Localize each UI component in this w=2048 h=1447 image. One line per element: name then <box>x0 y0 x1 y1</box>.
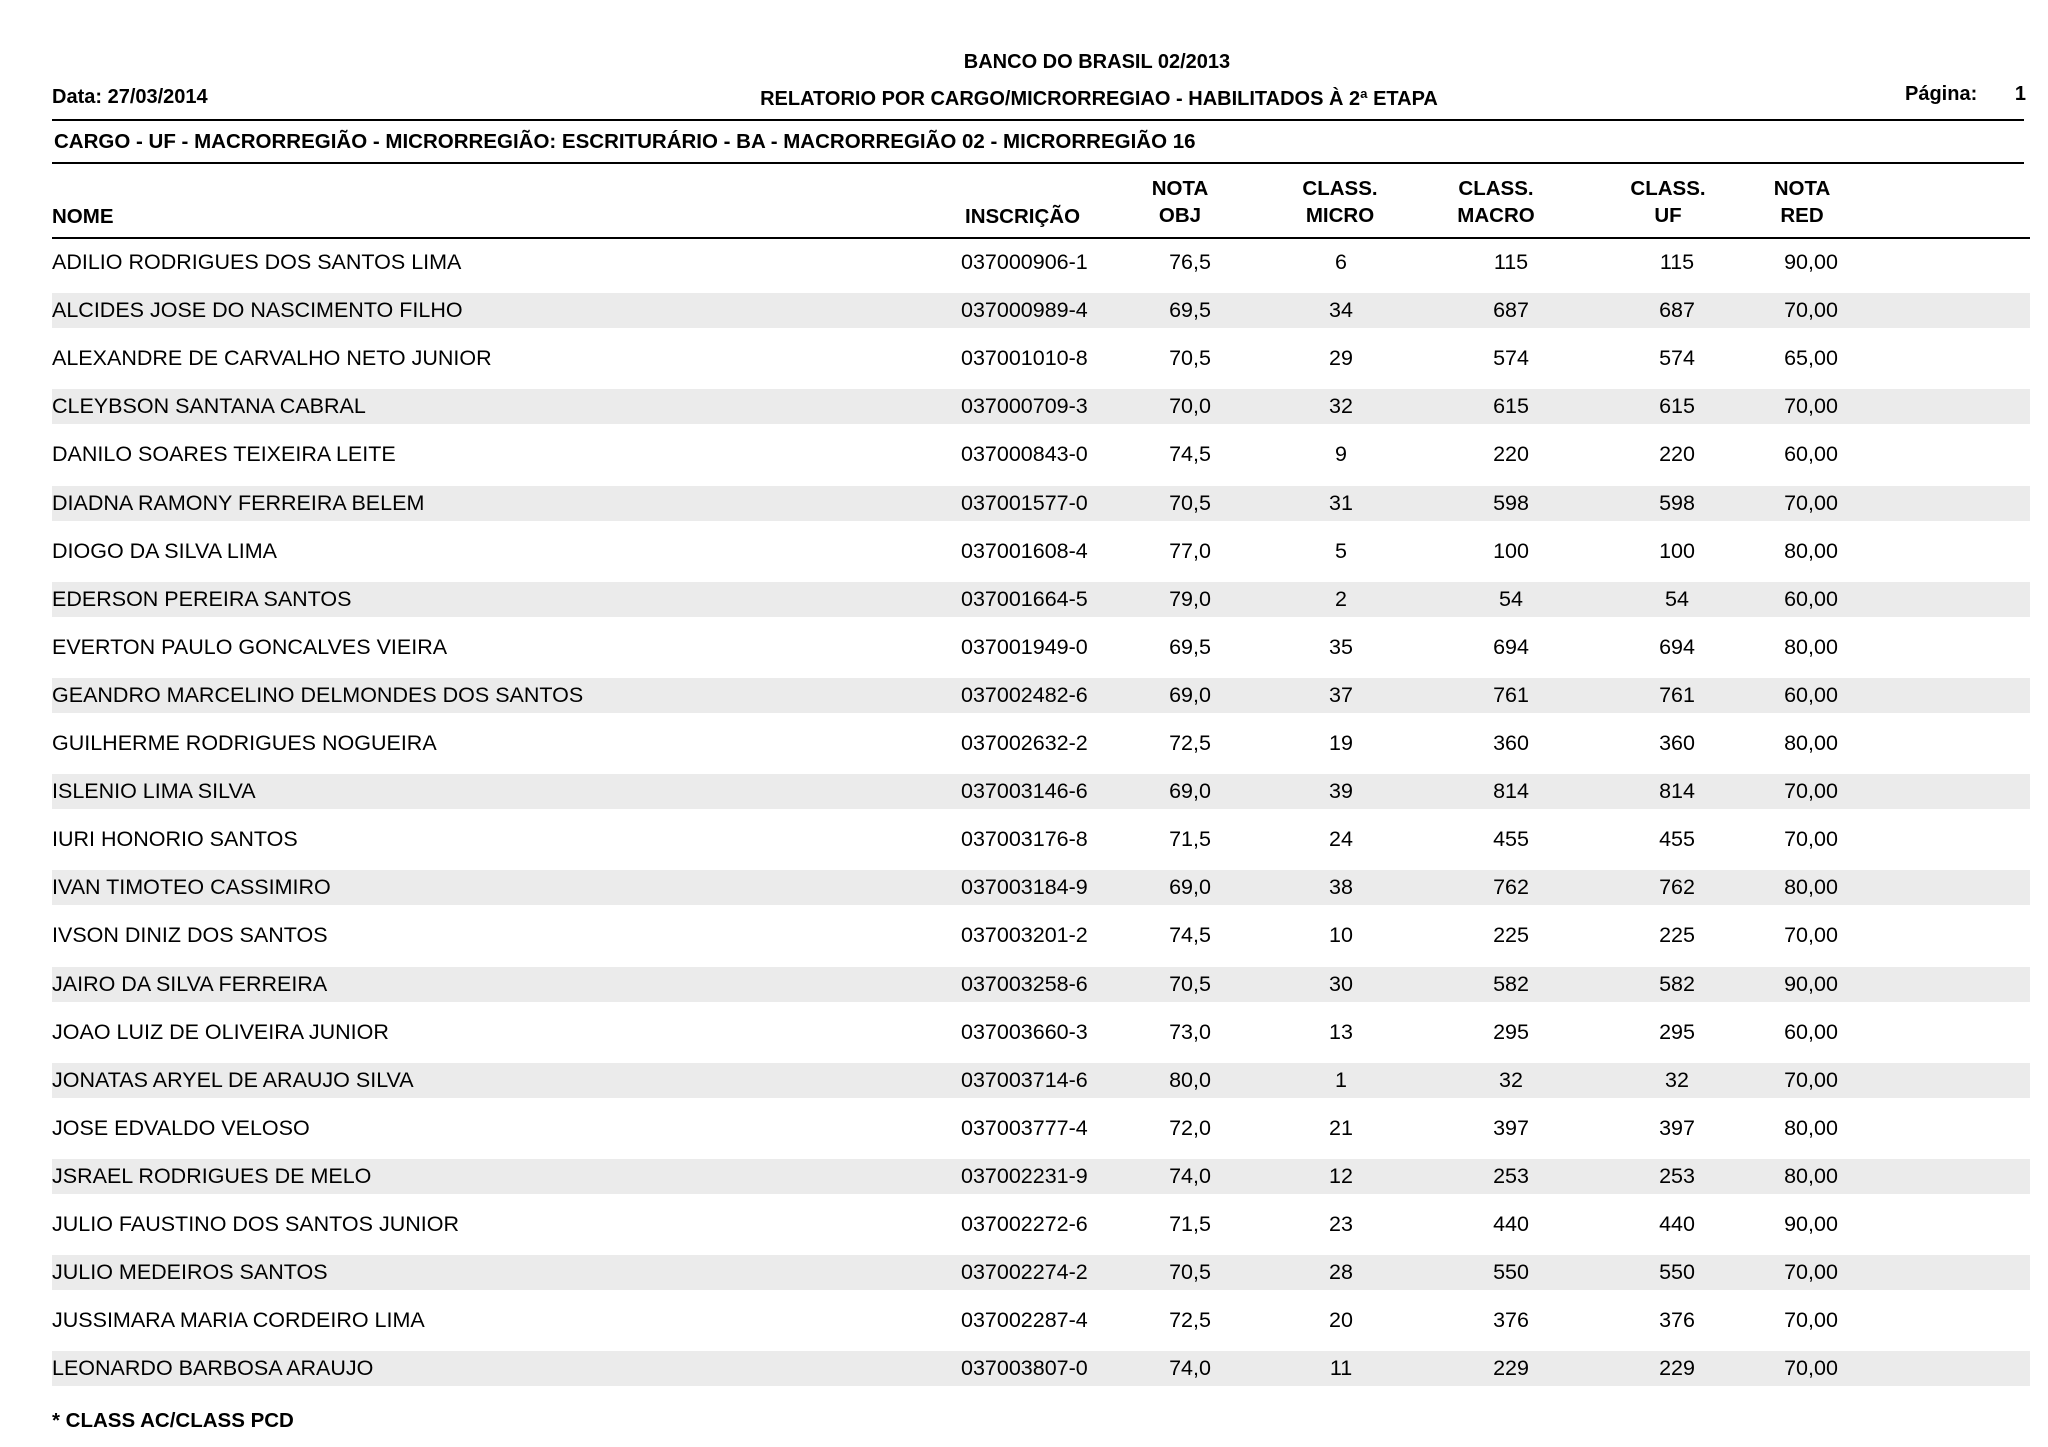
cell-class-micro: 24 <box>1329 827 1353 851</box>
cell-class-uf: 229 <box>1659 1356 1695 1380</box>
cell-inscricao: 037003176-8 <box>961 827 1088 851</box>
cell-nota-obj: 69,5 <box>1169 635 1211 659</box>
cell-nota-obj: 70,0 <box>1169 394 1211 418</box>
cell-class-uf: 550 <box>1659 1260 1695 1284</box>
cell-class-micro: 31 <box>1329 491 1353 515</box>
table-row <box>52 678 2030 713</box>
cell-inscricao: 037000843-0 <box>961 442 1088 466</box>
cell-class-micro: 12 <box>1329 1164 1353 1188</box>
cell-nome: JONATAS ARYEL DE ARAUJO SILVA <box>52 1068 414 1092</box>
report-date: Data: 27/03/2014 <box>52 86 208 108</box>
cell-nota-red: 70,00 <box>1784 923 1838 947</box>
col-header-class-macro-line1: CLASS. <box>1458 177 1534 200</box>
cell-nome: IVSON DINIZ DOS SANTOS <box>52 923 328 947</box>
cell-class-uf: 455 <box>1659 827 1695 851</box>
cell-class-macro: 253 <box>1493 1164 1529 1188</box>
cell-nota-red: 70,00 <box>1784 1308 1838 1332</box>
cell-nome: IVAN TIMOTEO CASSIMIRO <box>52 875 331 899</box>
cell-nota-obj: 70,5 <box>1169 346 1211 370</box>
cell-nome: JSRAEL RODRIGUES DE MELO <box>52 1164 372 1188</box>
cell-nota-obj: 72,0 <box>1169 1116 1211 1140</box>
cell-class-macro: 376 <box>1493 1308 1529 1332</box>
table-row <box>52 774 2030 809</box>
table-row <box>52 1111 2030 1146</box>
col-header-class-micro-line2: MICRO <box>1305 204 1375 227</box>
cell-nota-red: 90,00 <box>1784 972 1838 996</box>
col-header-nota-obj-line1: NOTA <box>1151 177 1209 200</box>
cell-nota-red: 90,00 <box>1784 1212 1838 1236</box>
cell-class-uf: 115 <box>1659 250 1695 274</box>
cell-nota-red: 70,00 <box>1784 394 1838 418</box>
cell-nome: JULIO FAUSTINO DOS SANTOS JUNIOR <box>52 1212 459 1236</box>
cell-class-macro: 440 <box>1493 1212 1529 1236</box>
cell-class-uf: 54 <box>1665 587 1689 611</box>
cell-inscricao: 037003146-6 <box>961 779 1088 803</box>
cell-inscricao: 037003660-3 <box>961 1020 1088 1044</box>
cell-inscricao: 037002274-2 <box>961 1260 1088 1284</box>
cell-nota-red: 70,00 <box>1784 298 1838 322</box>
cell-nota-obj: 70,5 <box>1169 972 1211 996</box>
cell-class-uf: 762 <box>1659 875 1695 899</box>
cell-class-macro: 582 <box>1493 972 1529 996</box>
cell-inscricao: 037000989-4 <box>961 298 1088 322</box>
cell-nota-obj: 73,0 <box>1169 1020 1211 1044</box>
cell-class-uf: 814 <box>1659 779 1695 803</box>
cell-inscricao: 037003184-9 <box>961 875 1088 899</box>
divider-cargo <box>52 162 2024 164</box>
cell-class-macro: 32 <box>1499 1068 1523 1092</box>
divider-top <box>52 119 2024 121</box>
cell-nota-obj: 70,5 <box>1169 1260 1211 1284</box>
table-row <box>52 967 2030 1002</box>
col-header-class-macro-line2: MACRO <box>1457 204 1535 227</box>
cell-class-uf: 100 <box>1659 539 1695 563</box>
cell-class-macro: 598 <box>1493 491 1529 515</box>
cell-class-macro: 574 <box>1493 346 1529 370</box>
cell-nota-red: 70,00 <box>1784 779 1838 803</box>
cell-inscricao: 037003714-6 <box>961 1068 1088 1092</box>
divider-header <box>52 237 2030 239</box>
cell-nota-obj: 69,0 <box>1169 779 1211 803</box>
cell-class-macro: 115 <box>1493 250 1529 274</box>
table-row <box>52 726 2030 761</box>
cell-class-macro: 761 <box>1493 683 1529 707</box>
table-row <box>52 1015 2030 1050</box>
cell-nome: JOSE EDVALDO VELOSO <box>52 1116 310 1140</box>
cell-class-micro: 13 <box>1329 1020 1353 1044</box>
col-header-class-uf <box>1612 175 1724 229</box>
table-row <box>52 341 2030 376</box>
cell-class-macro: 220 <box>1493 442 1529 466</box>
table-row <box>52 822 2030 857</box>
cell-nome: JUSSIMARA MARIA CORDEIRO LIMA <box>52 1308 425 1332</box>
cell-class-micro: 35 <box>1329 635 1353 659</box>
table-row <box>52 1159 2030 1194</box>
cell-class-uf: 574 <box>1659 346 1695 370</box>
table-row <box>52 1207 2030 1242</box>
cell-nome: ADILIO RODRIGUES DOS SANTOS LIMA <box>52 250 462 274</box>
cell-class-uf: 360 <box>1659 731 1695 755</box>
cell-nota-red: 80,00 <box>1784 1116 1838 1140</box>
cell-class-macro: 694 <box>1493 635 1529 659</box>
cell-inscricao: 037002482-6 <box>961 683 1088 707</box>
cell-nota-red: 70,00 <box>1784 1356 1838 1380</box>
table-row <box>52 534 2030 569</box>
cell-nome: GUILHERME RODRIGUES NOGUEIRA <box>52 731 437 755</box>
cell-nome: DANILO SOARES TEIXEIRA LEITE <box>52 442 396 466</box>
cell-class-micro: 20 <box>1329 1308 1353 1332</box>
col-header-class-micro <box>1284 175 1396 229</box>
page-number: 1 <box>2014 83 2026 105</box>
col-header-class-micro-line1: CLASS. <box>1302 177 1378 200</box>
footnote: * CLASS AC/CLASS PCD <box>52 1409 294 1432</box>
cell-inscricao: 037002287-4 <box>961 1308 1088 1332</box>
table-row <box>52 1063 2030 1098</box>
cell-nota-red: 65,00 <box>1784 346 1838 370</box>
cell-class-uf: 253 <box>1659 1164 1695 1188</box>
table-row <box>52 1255 2030 1290</box>
cell-class-uf: 32 <box>1665 1068 1689 1092</box>
cell-nota-obj: 71,5 <box>1169 827 1211 851</box>
page-label: Página: <box>1905 83 1978 105</box>
cell-inscricao: 037001664-5 <box>961 587 1088 611</box>
cell-nota-red: 90,00 <box>1784 250 1838 274</box>
cell-nome: DIADNA RAMONY FERREIRA BELEM <box>52 491 425 515</box>
cell-nota-red: 80,00 <box>1784 731 1838 755</box>
col-header-nota-obj <box>1124 175 1236 229</box>
cell-nome: ALCIDES JOSE DO NASCIMENTO FILHO <box>52 298 463 322</box>
cell-nota-obj: 72,5 <box>1169 1308 1211 1332</box>
cell-class-micro: 39 <box>1329 779 1353 803</box>
report-bank-title: BANCO DO BRASIL 02/2013 <box>963 51 1231 73</box>
cell-nome: JOAO LUIZ DE OLIVEIRA JUNIOR <box>52 1020 389 1044</box>
cell-nota-obj: 74,0 <box>1169 1356 1211 1380</box>
cell-nome: LEONARDO BARBOSA ARAUJO <box>52 1356 374 1380</box>
cell-class-uf: 582 <box>1659 972 1695 996</box>
cell-class-uf: 761 <box>1659 683 1695 707</box>
cell-inscricao: 037002632-2 <box>961 731 1088 755</box>
cell-class-macro: 615 <box>1493 394 1529 418</box>
table-row <box>52 1303 2030 1338</box>
cell-class-micro: 1 <box>1335 1068 1347 1092</box>
cell-class-micro: 30 <box>1329 972 1353 996</box>
cell-nota-obj: 77,0 <box>1169 539 1211 563</box>
cell-nota-red: 60,00 <box>1784 442 1838 466</box>
cell-class-macro: 100 <box>1493 539 1529 563</box>
cell-inscricao: 037003777-4 <box>961 1116 1088 1140</box>
cell-nota-obj: 69,5 <box>1169 298 1211 322</box>
table-row <box>52 870 2030 905</box>
cell-class-macro: 360 <box>1493 731 1529 755</box>
cell-class-micro: 28 <box>1329 1260 1353 1284</box>
cell-nota-obj: 71,5 <box>1169 1212 1211 1236</box>
cell-nota-red: 80,00 <box>1784 1164 1838 1188</box>
cell-class-macro: 550 <box>1493 1260 1529 1284</box>
table-row <box>52 245 2030 280</box>
cell-class-uf: 598 <box>1659 491 1695 515</box>
cell-inscricao: 037002272-6 <box>961 1212 1088 1236</box>
cell-inscricao: 037001010-8 <box>961 346 1088 370</box>
cell-nome: JAIRO DA SILVA FERREIRA <box>52 972 328 996</box>
cell-class-uf: 220 <box>1659 442 1695 466</box>
cell-class-macro: 225 <box>1493 923 1529 947</box>
cell-class-micro: 21 <box>1329 1116 1353 1140</box>
cell-inscricao: 037001949-0 <box>961 635 1088 659</box>
cell-class-uf: 615 <box>1659 394 1695 418</box>
cell-nota-red: 80,00 <box>1784 875 1838 899</box>
col-header-inscricao: INSCRIÇÃO <box>965 205 1081 228</box>
cell-nota-red: 60,00 <box>1784 683 1838 707</box>
table-row <box>52 486 2030 521</box>
table-row <box>52 293 2030 328</box>
cell-class-macro: 397 <box>1493 1116 1529 1140</box>
cell-class-micro: 37 <box>1329 683 1353 707</box>
cell-nota-obj: 69,0 <box>1169 875 1211 899</box>
col-header-class-macro <box>1440 175 1552 229</box>
cell-nome: EDERSON PEREIRA SANTOS <box>52 587 352 611</box>
col-header-nome: NOME <box>52 205 114 228</box>
cell-nota-red: 80,00 <box>1784 635 1838 659</box>
cell-class-macro: 54 <box>1499 587 1523 611</box>
cell-nota-red: 60,00 <box>1784 1020 1838 1044</box>
cell-nota-obj: 76,5 <box>1169 250 1211 274</box>
col-header-nota-red-line1: NOTA <box>1773 177 1831 200</box>
table-row <box>52 582 2030 617</box>
cell-inscricao: 037001608-4 <box>961 539 1088 563</box>
cell-nota-red: 70,00 <box>1784 1068 1838 1092</box>
cell-class-micro: 11 <box>1329 1356 1353 1380</box>
cell-class-micro: 10 <box>1329 923 1353 947</box>
cell-class-macro: 814 <box>1493 779 1529 803</box>
cell-inscricao: 037003201-2 <box>961 923 1088 947</box>
cell-nota-obj: 70,5 <box>1169 491 1211 515</box>
cell-class-micro: 32 <box>1329 394 1353 418</box>
cell-nota-obj: 74,5 <box>1169 923 1211 947</box>
cell-class-macro: 229 <box>1493 1356 1529 1380</box>
cargo-line: CARGO - UF - MACRORREGIÃO - MICRORREGIÃO: ESCRITURÁRIO - BA - MACRORREGIÃO 02 - MICRORREGIÃO 16 <box>54 130 1196 153</box>
cell-nome: JULIO MEDEIROS SANTOS <box>52 1260 328 1284</box>
cell-nome: ISLENIO LIMA SILVA <box>52 779 256 803</box>
cell-nota-obj: 69,0 <box>1169 683 1211 707</box>
cell-nota-red: 80,00 <box>1784 539 1838 563</box>
cell-class-macro: 687 <box>1493 298 1529 322</box>
cell-nota-red: 70,00 <box>1784 1260 1838 1284</box>
cell-class-micro: 29 <box>1329 346 1353 370</box>
cell-class-micro: 2 <box>1335 587 1347 611</box>
table-row <box>52 918 2030 953</box>
col-header-class-uf-line2: UF <box>1654 204 1682 227</box>
cell-nota-red: 70,00 <box>1784 491 1838 515</box>
cell-nome: CLEYBSON SANTANA CABRAL <box>52 394 366 418</box>
cell-inscricao: 037000709-3 <box>961 394 1088 418</box>
cell-class-macro: 762 <box>1493 875 1529 899</box>
cell-class-uf: 376 <box>1659 1308 1695 1332</box>
cell-nota-obj: 80,0 <box>1169 1068 1211 1092</box>
cell-nome: DIOGO DA SILVA LIMA <box>52 539 278 563</box>
cell-class-uf: 397 <box>1659 1116 1695 1140</box>
cell-nota-obj: 79,0 <box>1169 587 1211 611</box>
cell-class-micro: 38 <box>1329 875 1353 899</box>
col-header-class-uf-line1: CLASS. <box>1630 177 1706 200</box>
report-subtitle: RELATORIO POR CARGO/MICRORREGIAO - HABILITADOS À 2ª ETAPA <box>760 88 1438 110</box>
cell-class-macro: 295 <box>1493 1020 1529 1044</box>
cell-class-uf: 225 <box>1659 923 1695 947</box>
cell-inscricao: 037003807-0 <box>961 1356 1088 1380</box>
col-header-nota-red <box>1746 175 1858 229</box>
cell-class-micro: 9 <box>1335 442 1347 466</box>
cell-nome: ALEXANDRE DE CARVALHO NETO JUNIOR <box>52 346 492 370</box>
col-header-nota-obj-line2: OBJ <box>1158 204 1202 227</box>
cell-class-macro: 455 <box>1493 827 1529 851</box>
cell-nota-red: 60,00 <box>1784 587 1838 611</box>
cell-class-micro: 23 <box>1329 1212 1353 1236</box>
cell-nota-obj: 74,0 <box>1169 1164 1211 1188</box>
cell-nota-obj: 72,5 <box>1169 731 1211 755</box>
cell-nome: IURI HONORIO SANTOS <box>52 827 298 851</box>
cell-class-micro: 6 <box>1335 250 1347 274</box>
cell-nota-obj: 74,5 <box>1169 442 1211 466</box>
table-row <box>52 630 2030 665</box>
table-row <box>52 389 2030 424</box>
cell-nome: EVERTON PAULO GONCALVES VIEIRA <box>52 635 448 659</box>
cell-class-uf: 440 <box>1659 1212 1695 1236</box>
cell-class-micro: 34 <box>1329 298 1353 322</box>
table-row <box>52 1351 2030 1386</box>
cell-class-micro: 5 <box>1335 539 1347 563</box>
cell-class-uf: 694 <box>1659 635 1695 659</box>
col-header-nota-red-line2: RED <box>1780 204 1824 227</box>
cell-class-micro: 19 <box>1329 731 1353 755</box>
cell-nome: GEANDRO MARCELINO DELMONDES DOS SANTOS <box>52 683 584 707</box>
cell-inscricao: 037000906-1 <box>961 250 1088 274</box>
cell-class-uf: 295 <box>1659 1020 1695 1044</box>
cell-inscricao: 037001577-0 <box>961 491 1088 515</box>
cell-inscricao: 037003258-6 <box>961 972 1088 996</box>
table-row <box>52 437 2030 472</box>
cell-class-uf: 687 <box>1659 298 1695 322</box>
cell-nota-red: 70,00 <box>1784 827 1838 851</box>
cell-inscricao: 037002231-9 <box>961 1164 1088 1188</box>
